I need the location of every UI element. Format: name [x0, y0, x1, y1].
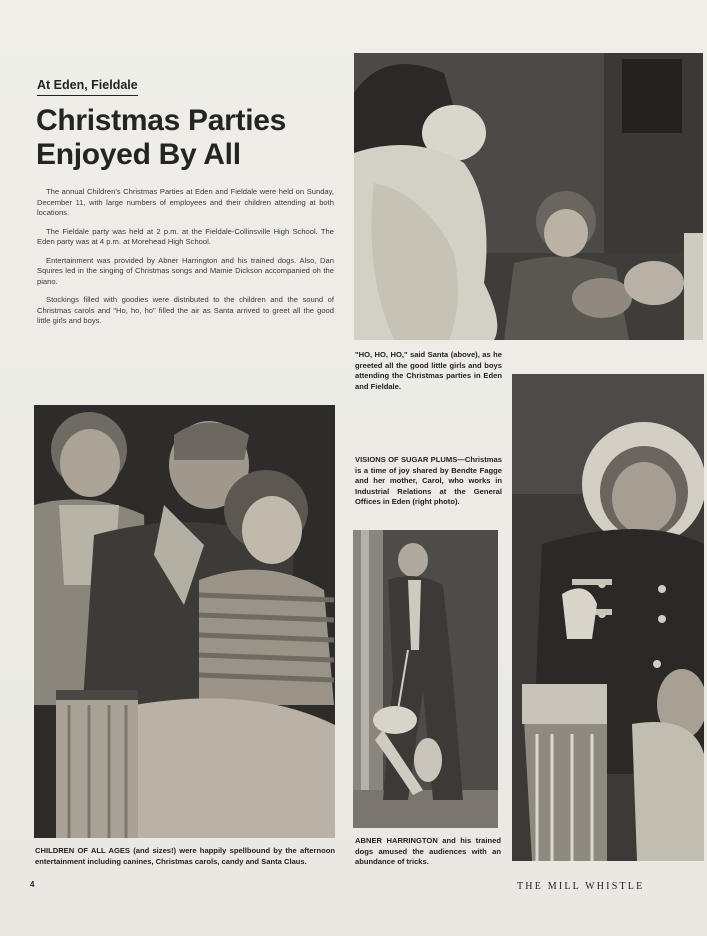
- article-paragraph: Entertainment was provided by Abner Harrington and his trained dogs. Also, Dan Squires led in the singing of Christmas songs and Mamie Dickson accompanied oh the piano.: [37, 255, 334, 286]
- children-audience-caption: CHILDREN OF ALL AGES (and sizes!) were happily spellbound by the afternoon entertainment including canines, Christmas carols, candy and Santa Claus.: [35, 846, 335, 866]
- article-kicker: At Eden, Fieldale: [37, 78, 138, 96]
- sugar-plums-photo: [512, 374, 704, 861]
- article-body: [37, 187, 334, 335]
- harrington-caption: ABNER HARRINGTON and his trained dogs amused the audiences with an abundance of tricks.: [355, 836, 501, 867]
- article-headline: Christmas Parties Enjoyed By All: [36, 104, 287, 171]
- article-paragraph: Stockings filled with goodies were distributed to the children and the sound of Christmas carols and "Ho, ho, ho" filled the air as Santa arrived to greet all the good little girls and boys.: [37, 295, 334, 325]
- publication-name: THE MILL WHISTLE: [517, 881, 645, 892]
- children-audience-photo: [34, 405, 335, 838]
- article-paragraph: The Fieldale party was held at 2 p.m. at the Fieldale-Collinsville High School. The Eden party was at 4 p.m. at Morehead High School.: [37, 226, 334, 246]
- santa-photo: [354, 53, 703, 340]
- santa-caption: "HO, HO, HO," said Santa (above), as he greeted all the good little girls and boys attending the Christmas parties in Eden and Fieldale.: [355, 350, 502, 391]
- sugar-plums-caption: VISIONS OF SUGAR PLUMS—Christmas is a time of joy shared by Bendte Fagge and her mother, Carol, who works in Industrial Relations at the General Offices in Eden (right photo).: [355, 455, 502, 507]
- abner-harrington-photo: [353, 530, 498, 828]
- article-paragraph: The annual Children's Christmas Parties at Eden and Fieldale were held on Sunday, December 11, with large numbers of employees and their children attending at both locations.: [37, 187, 334, 217]
- page-number: 4: [30, 880, 35, 889]
